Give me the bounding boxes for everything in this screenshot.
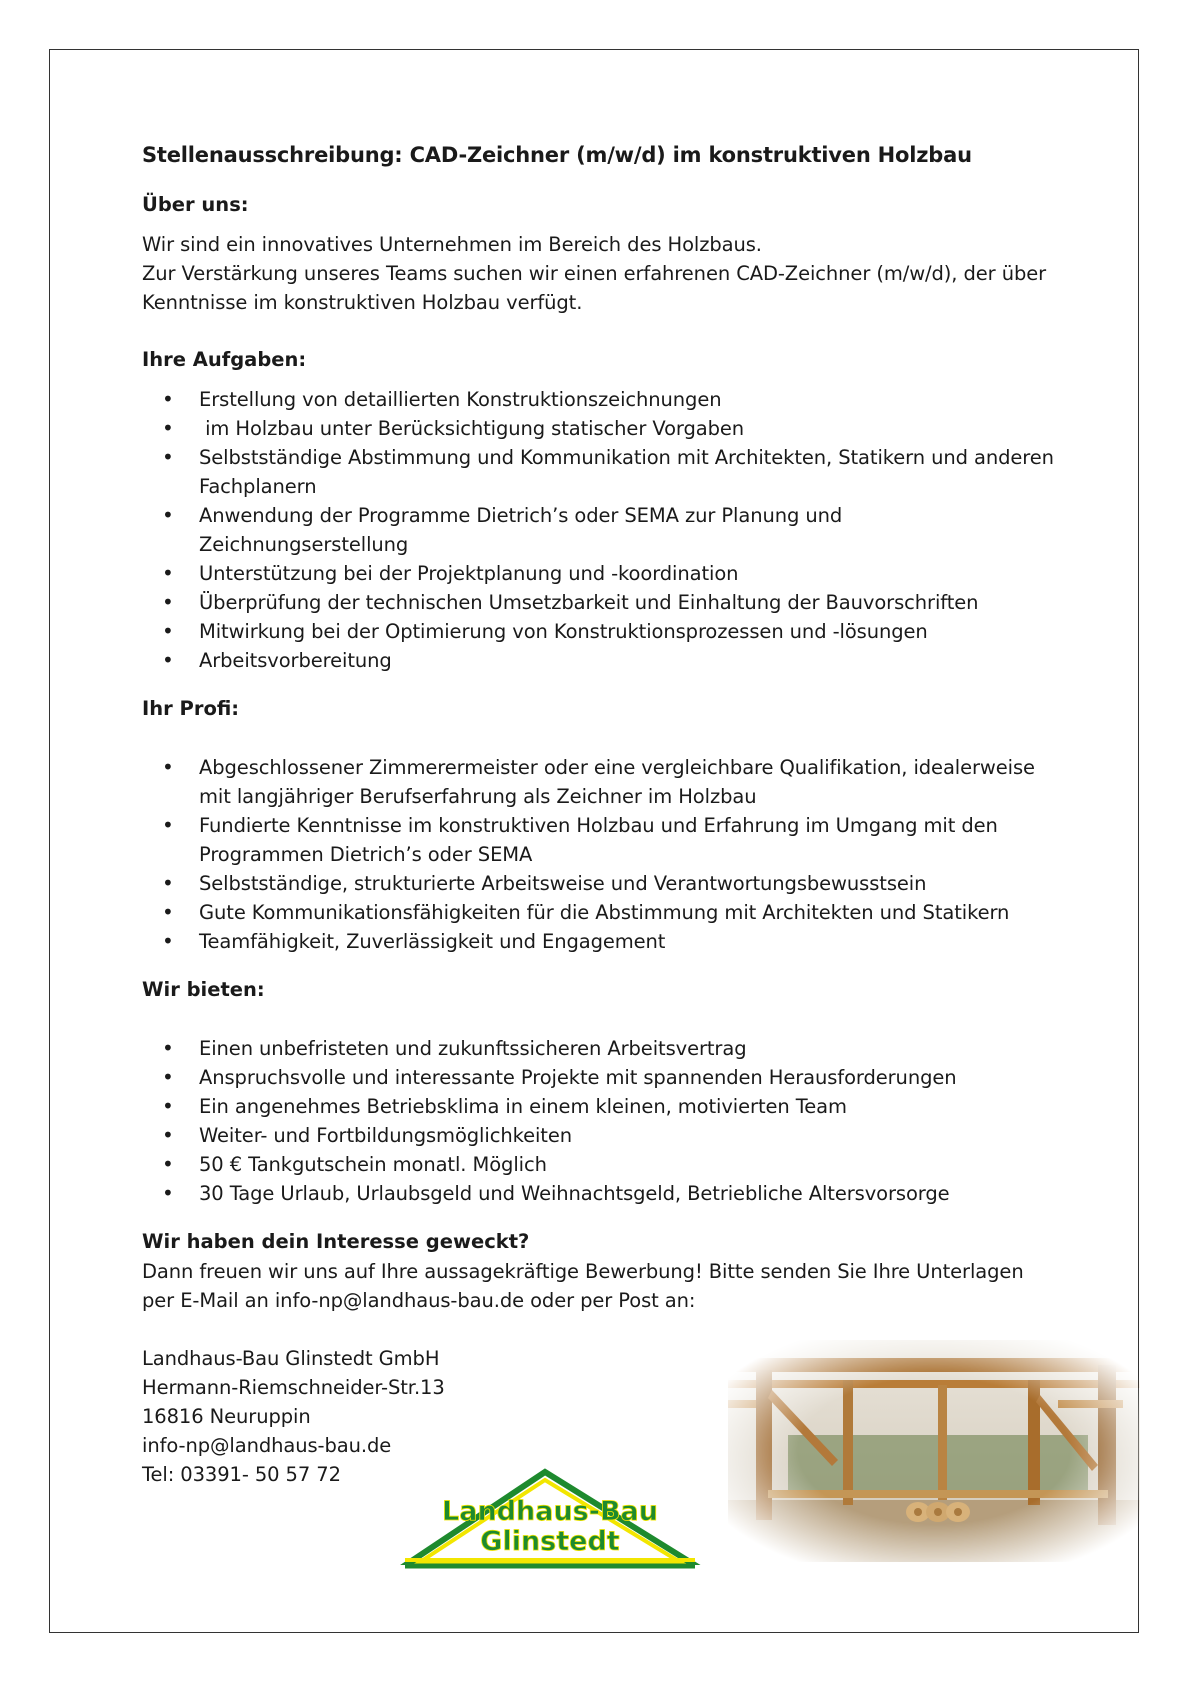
offer-heading: Wir bieten: [142,978,265,1001]
list-item: • Fundierte Kenntnisse im konstruktiven Holzbau und Erfahrung im Umgang mit den Programmen Dietrich’s oder SEMA [142,811,1062,869]
profile-heading: Ihr Profi: [142,697,240,720]
phone-number: Tel: 03391- 50 57 72 [142,1463,341,1486]
company-name: Landhaus-Bau Glinstedt GmbH [142,1347,440,1370]
offer-list [142,1034,1062,1208]
list-item: • Abgeschlossener Zimmerermeister oder eine vergleichbare Qualifikation, idealerweise mit langjähriger Berufserfahrung als Zeichner im Holzbau [142,753,1062,811]
about-line: Zur Verstärkung unseres Teams suchen wir einen erfahrenen CAD-Zeichner (m/w/d), der über Kenntnisse im konstruktiven Holzbau verfügt. [142,262,1047,314]
company-logo [395,1462,705,1572]
list-item: • Mitwirkung bei der Optimierung von Konstruktionsprozessen und -lösungen [142,617,1062,646]
list-item: • Selbstständige Abstimmung und Kommunikation mit Architekten, Statikern und anderen Fachplanern [142,443,1062,501]
list-item: • Überprüfung der technischen Umsetzbarkeit und Einhaltung der Bauvorschriften [142,588,1062,617]
list-item: • Selbstständige, strukturierte Arbeitsweise und Verantwortungsbewusstsein [142,869,1062,898]
tasks-list [142,385,1062,675]
job-posting [142,140,1062,1489]
city: 16816 Neuruppin [142,1405,311,1428]
street-address: Hermann-Riemschneider-Str.13 [142,1376,445,1399]
list-item: • Anspruchsvolle und interessante Projekte mit spannenden Herausforderungen [142,1063,1062,1092]
tasks-heading: Ihre Aufgaben: [142,348,307,371]
timber-frame-photo [728,1340,1140,1562]
list-item: • Weiter- und Fortbildungsmöglichkeiten [142,1121,1062,1150]
list-item: • Teamfähigkeit, Zuverlässigkeit und Engagement [142,927,1062,956]
email-address: info-np@landhaus-bau.de [142,1434,392,1457]
list-item: • 50 € Tankgutschein monatl. Möglich [142,1150,1062,1179]
list-item: • Einen unbefristeten und zukunftssicheren Arbeitsvertrag [142,1034,1062,1063]
svg-text:Glinstedt: Glinstedt [480,1526,620,1557]
svg-text:Landhaus-Bau: Landhaus-Bau [442,1496,658,1527]
apply-text: Dann freuen wir uns auf Ihre aussagekräftige Bewerbung! Bitte senden Sie Ihre Unterlagen per E-Mail an info-np@landhaus-bau.de oder per Post an: [142,1260,1024,1312]
list-item: • Unterstützung bei der Projektplanung und -koordination [142,559,1062,588]
apply-heading: Wir haben dein Interesse geweckt? [142,1230,530,1253]
list-item: • Ein angenehmes Betriebsklima in einem kleinen, motivierten Team [142,1092,1062,1121]
list-item: • 30 Tage Urlaub, Urlaubsgeld und Weihnachtsgeld, Betriebliche Altersvorsorge [142,1179,1062,1208]
about-text [142,230,1062,317]
about-line: Wir sind ein innovatives Unternehmen im Bereich des Holzbaus. [142,233,762,256]
profile-list [142,753,1062,956]
page-title: Stellenausschreibung: CAD-Zeichner (m/w/d) im konstruktiven Holzbau [142,143,972,167]
about-heading: Über uns: [142,193,249,216]
list-item: • Gute Kommunikationsfähigkeiten für die Abstimmung mit Architekten und Statikern [142,898,1062,927]
list-item: • im Holzbau unter Berücksichtigung statischer Vorgaben [142,414,1062,443]
list-item: • Anwendung der Programme Dietrich’s oder SEMA zur Planung und Zeichnungserstellung [142,501,1062,559]
list-item: • Erstellung von detaillierten Konstruktionszeichnungen [142,385,1062,414]
list-item: • Arbeitsvorbereitung [142,646,1062,675]
